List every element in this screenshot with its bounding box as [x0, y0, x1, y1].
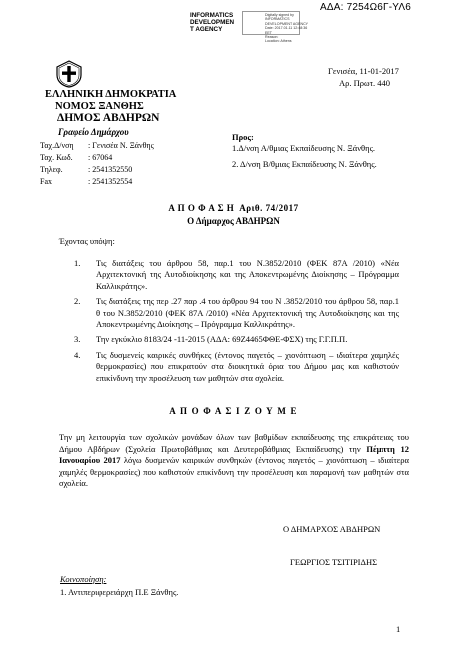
- decide-heading: Α Π Ο Φ Α Σ Ι Ζ Ο Υ Μ Ε: [169, 406, 298, 416]
- stamp-line: T AGENCY: [190, 26, 223, 34]
- recipient-item: 2. Δ/νση Β/θμιας Εκπαίδευσης Ν. Ξάνθης.: [232, 159, 377, 169]
- stamp-line: DEVELOPMEN: [190, 19, 235, 27]
- sign-line: DEVELOPMENT AGENCY: [265, 21, 309, 26]
- decision-subtitle: Ο Δήμαρχος ΑΒΔΗΡΩΝ: [187, 216, 280, 226]
- signature-details: [265, 13, 308, 44]
- contact-row: [40, 164, 154, 176]
- list-text: Την εγκύκλιο 8183/24 -11-2015 (ΑΔΑ: 69Ζ4465ΦΘΕ-ΦΣΧ) της Γ.Γ.Π.Π.: [96, 334, 348, 345]
- list-item: [74, 258, 399, 292]
- sign-line: EET: [265, 30, 272, 35]
- decision-text-end: λόγω δυσμενών καιρικών συνθηκών (έντονος παγετός – χιονόπτωση – ιδιαίτερα χαμηλές θερμοκρασίες) που καθιστούν επικίνδυνη την προσέλευση και παραμονή των μαθητών στα σχολεία.: [59, 455, 409, 488]
- document-date: Γενισέα, 11-01-2017: [328, 66, 399, 76]
- header-country: ΕΛΛΗΝΙΚΗ ΔΗΜΟΚΡΑΤΙΑ: [45, 89, 177, 100]
- sign-line: Location: Athens: [265, 39, 292, 44]
- list-text: Τις δυσμενείς καιρικές συνθήκες (έντονος παγετός – χιονόπτωση – ιδιαίτερα χαμηλές θερμοκρασίες) που επικρατούν στα διοικητικά όρια του Δήμου μας και καθιστούν επικίνδυνη την προσέλευση των μαθητών στα σχολεία.: [96, 349, 399, 383]
- list-number: 4.: [74, 349, 81, 360]
- digital-signature-stamp: [190, 12, 234, 34]
- decision-body: [59, 432, 409, 490]
- list-item: [74, 296, 399, 330]
- header-office: Γραφείο Δημάρχου: [58, 127, 129, 137]
- list-number: 3.: [74, 334, 81, 345]
- list-item: [74, 334, 399, 345]
- decision-title: Α Π Ο Φ Α Σ Η Αριθ. 74/2017: [168, 203, 299, 213]
- cc-label: Κοινοποίηση:: [60, 574, 107, 584]
- recipients-label: Προς:: [232, 132, 254, 142]
- recipient-item: 1.Δ/νση Α/θμιας Εκπαίδευσης Ν. Ξάνθης.: [232, 143, 376, 153]
- contact-value: : Γενισέα Ν. Ξάνθης: [88, 141, 154, 150]
- contact-label: Τηλεφ.: [40, 165, 63, 174]
- contact-value: : 67064: [88, 153, 113, 162]
- list-text: Τις διατάξεις της περ .27 παρ .4 του άρθρου 94 του Ν .3852/2010 του άρθρου 58, παρ.1 θ του Ν.3852/2010 (ΦΕΚ 87Α /2010) «Νέα Αρχιτεκτονική της Αυτοδιοίκησης και της Αποκεντρωμένης Διοίκησης – Πρόγραμμα Καλλικράτης».: [96, 296, 399, 330]
- contact-label: Fax: [40, 177, 52, 186]
- contact-value: : 2541352550: [88, 165, 133, 174]
- greek-emblem-icon: [55, 60, 83, 88]
- legal-basis-list: [74, 258, 399, 388]
- decision-date-bold: Πέμπτη 12 Ιανουαρίου 2017: [59, 443, 409, 465]
- contact-row: [40, 176, 154, 188]
- mayor-name: ΓΕΩΡΓΙΟΣ ΤΣΙΤΙΡΙΔΗΣ: [290, 557, 378, 567]
- header-prefecture: ΝΟΜΟΣ ΞΑΝΘΗΣ: [55, 101, 144, 112]
- having-label: Έχοντας υπόψη:: [59, 236, 115, 246]
- protocol-number: Αρ. Πρωτ. 440: [339, 78, 391, 88]
- list-item: [74, 350, 399, 384]
- sign-line: Date: 2017.01.11 12:48:36: [265, 26, 308, 31]
- cc-item: 1. Αντιπεριφερειάρχη Π.Ε Ξάνθης.: [60, 587, 179, 597]
- list-number: 1.: [74, 258, 81, 268]
- sign-line: INFORMATICS: [265, 17, 290, 22]
- page-number: 1: [396, 624, 401, 634]
- sign-line: Reason:: [265, 35, 279, 40]
- contact-value: : 2541352554: [88, 177, 133, 186]
- decision-text-start: Την μη λειτουργία των σχολικών μονάδων όλων των βαθμίδων εκπαίδευσης της επικράτειας του Δήμου Αβδήρων (Σχολεία Πρωτοβάθμιας και Δευτεροβάθμιας Εκπαίδευσης) την: [59, 432, 409, 454]
- sign-line: Digitally signed by: [265, 13, 294, 17]
- contact-block: [40, 140, 154, 188]
- ada-code: ΑΔΑ: 7254Ω6Γ-ΥΛ6: [320, 2, 412, 13]
- contact-row: [40, 152, 154, 164]
- stamp-line: INFORMATICS: [190, 12, 234, 19]
- list-number: 2.: [74, 296, 81, 307]
- contact-row: [40, 140, 154, 152]
- list-text: Τις διατάξεις του άρθρου 58, παρ.1 του Ν.3852/2010 (ΦΕΚ 87Α /2010) «Νέα Αρχιτεκτονική της Αυτοδιοίκησης και της Αποκεντρωμένης Διοίκησης – Πρόγραμμα Καλλικράτης».: [96, 258, 399, 291]
- contact-label: Ταχ.Δ/νση: [40, 141, 74, 150]
- mayor-title: Ο ΔΗΜΑΡΧΟΣ ΑΒΔΗΡΩΝ: [283, 524, 381, 534]
- contact-label: Ταχ. Κωδ.: [40, 153, 73, 162]
- header-municipality: ΔΗΜΟΣ ΑΒΔΗΡΩΝ: [57, 112, 160, 124]
